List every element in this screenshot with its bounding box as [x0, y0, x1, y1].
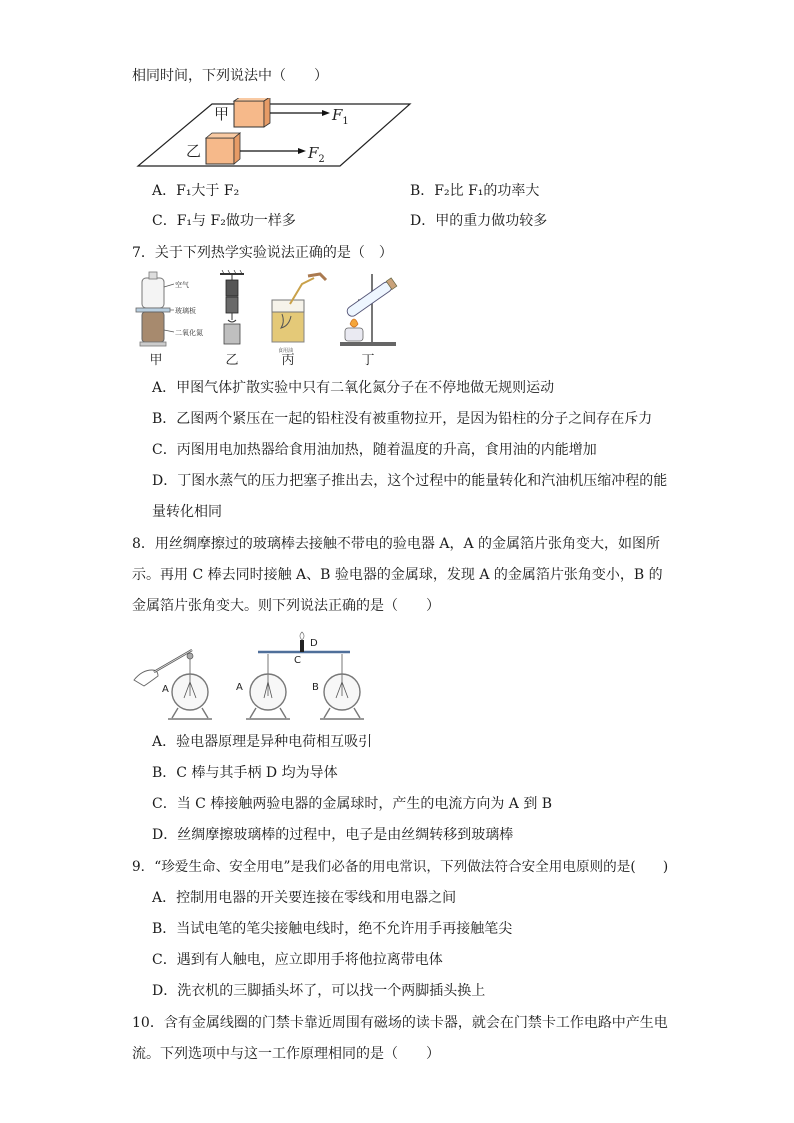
q8-stem-line3: 金属箔片张角变大。则下列说法正确的是（ ） — [132, 598, 440, 614]
q7-fig-jia — [136, 272, 203, 346]
q8-label-a1: A — [162, 684, 169, 695]
q8-option-b: B．C 棒与其手柄 D 均为导体 — [152, 765, 338, 781]
q7-option-d-line2: 量转化相同 — [152, 504, 222, 520]
q8-stem-line2: 示。再用 C 棒去同时接触 A、B 验电器的金属球，发现 A 的金属箔片张角变小，B 的 — [132, 567, 663, 583]
q9-stem: 9．“珍爱生命、安全用电”是我们必备的用电常识，下列做法符合安全用电原则的是( ) — [132, 859, 669, 875]
q9-option-b: B．当试电笔的笔尖接触电线时，绝不允许用手再接触笔尖 — [152, 921, 513, 937]
q6-label-f1: $F_1$ — [332, 106, 349, 127]
q8-figure — [132, 626, 382, 722]
q10-stem-line1: 10．含有金属线圈的门禁卡靠近周围有磁场的读卡器，就会在门禁卡工作电路中产生电 — [132, 1015, 668, 1031]
q7-figure — [132, 270, 412, 368]
q6-figure — [134, 98, 414, 170]
q6-label-jia: 甲 — [214, 105, 230, 123]
q6-label-yi: 乙 — [186, 142, 202, 160]
q8-handle-d — [300, 640, 304, 652]
q8-label-c: C — [294, 655, 301, 666]
q8-option-a: A．验电器原理是异种电荷相互吸引 — [152, 734, 373, 750]
q7-fig-bing — [272, 274, 326, 354]
q7-fig-yi — [220, 270, 244, 344]
q8-label-d: D — [310, 638, 318, 649]
q7-label-no2: 二氧化氮 — [175, 329, 203, 337]
q7-label-oil: 食用油 — [278, 348, 294, 354]
q7-option-a: A．甲图气体扩散实验中只有二氧化氮分子在不停地做无规则运动 — [152, 380, 555, 396]
q8-stem-line1: 8．用丝绸摩擦过的玻璃棒去接触不带电的验电器 A，A 的金属箔片张角变大，如图所 — [132, 536, 661, 552]
q8-option-c: C．当 C 棒接触两验电器的金属球时，产生的电流方向为 A 到 B — [152, 796, 553, 812]
q6-arrow-f1 — [322, 110, 330, 116]
q6-block-jia — [234, 101, 264, 127]
q9-option-a: A．控制用电器的开关要连接在零线和用电器之间 — [152, 890, 457, 906]
q6-option-d: D．甲的重力做功较多 — [410, 213, 548, 229]
q7-stem: 7．关于下列热学实验说法正确的是（ ） — [132, 245, 393, 261]
q7-caption-bing: 丙 — [281, 353, 295, 368]
q7-option-d-line1: D．丁图水蒸气的压力把塞子推出去，这个过程中的能量转化和汽油机压缩冲程的能 — [152, 473, 668, 489]
q9-option-c: C．遇到有人触电，应立即用手将他拉离带电体 — [152, 952, 443, 968]
q7-caption-ding: 丁 — [361, 353, 375, 368]
q6-option-a: A．F₁大于 F₂ — [152, 183, 240, 199]
q8-electroscope-b — [320, 654, 364, 719]
q6-arrow-f2 — [298, 148, 306, 154]
q7-option-b: B．乙图两个紧压在一起的铅柱没有被重物拉开，是因为铅柱的分子之间存在斥力 — [152, 411, 653, 427]
q8-label-b: B — [312, 682, 319, 693]
q7-caption-jia: 甲 — [149, 353, 163, 368]
q6-label-f2: $F_2$ — [308, 144, 325, 165]
q9-option-d: D．洗衣机的三脚插头坏了，可以找一个两脚插头换上 — [152, 983, 486, 999]
q6-option-b: B．F₂比 F₁的功率大 — [410, 183, 540, 199]
q7-caption-yi: 乙 — [225, 353, 239, 368]
q6-option-c: C．F₁与 F₂做功一样多 — [152, 213, 296, 229]
q7-label-air: 空气 — [175, 281, 189, 289]
q7-label-glass: 玻璃板 — [175, 307, 196, 315]
q7-option-c: C．丙图用电加热器给食用油加热，随着温度的升高，食用油的内能增加 — [152, 442, 597, 458]
q8-electroscope-a2 — [246, 654, 290, 719]
q8-electroscope-a1 — [168, 653, 212, 719]
q7-fig-ding — [340, 274, 397, 346]
q10-stem-line2: 流。下列选项中与这一工作原理相同的是（ ） — [132, 1046, 440, 1062]
q6-stem-tail: 相同时间，下列说法中（ ） — [132, 68, 328, 84]
q8-label-a2: A — [236, 682, 243, 693]
q8-option-d: D．丝绸摩擦玻璃棒的过程中，电子是由丝绸转移到玻璃棒 — [152, 827, 514, 843]
q6-block-yi — [206, 138, 234, 164]
